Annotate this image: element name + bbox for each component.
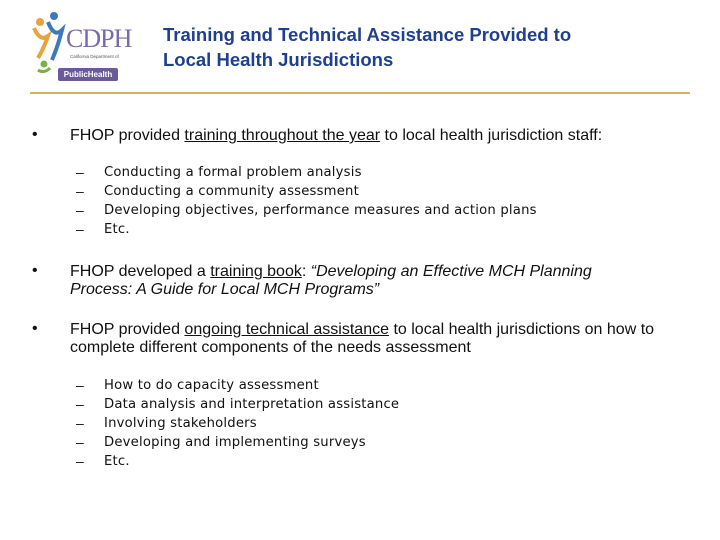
dash-marker: – <box>76 183 84 199</box>
list-item-text: Etc. <box>104 454 130 469</box>
title-line-2: Local Health Jurisdictions <box>163 49 394 70</box>
bullet-text-part: : <box>301 263 311 280</box>
bullet-text-part: FHOP developed a <box>70 263 211 280</box>
list-item-text: Data analysis and interpretation assistance <box>104 397 400 412</box>
underlined-phrase: training book <box>210 263 302 280</box>
list-item-text: Etc. <box>104 222 130 237</box>
bullet-training-book-text <box>70 263 630 299</box>
list-item-text: How to do capacity assessment <box>104 378 319 393</box>
underlined-phrase: ongoing technical assistance <box>184 321 389 338</box>
list-item-text: Developing and implementing surveys <box>104 435 366 450</box>
dash-marker: – <box>76 202 84 218</box>
bullet-marker: • <box>32 320 38 337</box>
list-item-text: Involving stakeholders <box>104 416 257 431</box>
bullet-marker: • <box>32 262 38 279</box>
dash-marker: – <box>76 221 84 237</box>
list-item-text: Conducting a formal problem analysis <box>104 165 362 180</box>
dash-marker: – <box>76 396 84 412</box>
bullet-marker: • <box>32 126 38 143</box>
book-title: “Developing an Effective MCH Planning Process: A Guide for Local MCH Programs” <box>70 263 592 298</box>
title-line-1: Training and Technical Assistance Provided to <box>163 24 572 45</box>
bullet-text-part: FHOP provided <box>70 127 185 144</box>
dash-marker: – <box>76 377 84 393</box>
logo-badge: PublicHealth <box>58 68 118 81</box>
bullet-text-part: to local health jurisdictions on how to complete different components of the needs assessment <box>70 321 655 356</box>
logo-subtext: California Department of <box>70 54 119 59</box>
bullet-text-part: to local health jurisdiction staff: <box>380 127 603 144</box>
list-item-text: Developing objectives, performance measures and action plans <box>104 203 537 218</box>
bullet-training-text <box>70 127 690 145</box>
dash-marker: – <box>76 453 84 469</box>
dash-marker: – <box>76 434 84 450</box>
page-title <box>163 22 571 72</box>
logo-wordmark: CDPH <box>66 24 132 53</box>
title-divider <box>30 92 690 94</box>
underlined-phrase: training throughout the year <box>184 127 381 144</box>
dash-marker: – <box>76 415 84 431</box>
bullet-text-part: FHOP provided <box>70 321 185 338</box>
list-item-text: Conducting a community assessment <box>104 184 359 199</box>
bullet-technical-assistance-text <box>70 321 670 357</box>
cdph-logo <box>30 8 132 82</box>
dash-marker: – <box>76 164 84 180</box>
